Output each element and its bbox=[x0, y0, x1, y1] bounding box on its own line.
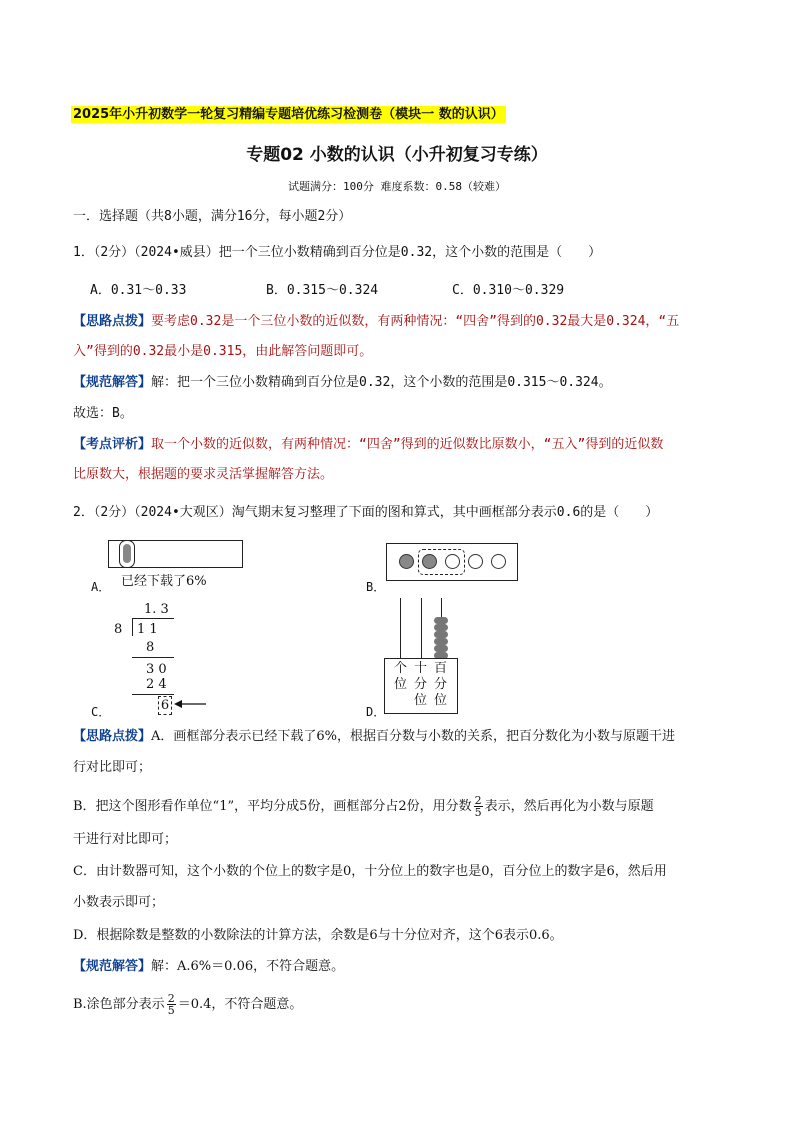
figure-c-long-division bbox=[106, 602, 206, 720]
q1-stem: 1．（2分）（2024•威县）把一个三位小数精确到百分位是0.32，这个小数的范围是（ ） bbox=[73, 245, 602, 260]
page-subtitle: 试题满分：100分 难度系数：0.58（较难） bbox=[288, 180, 506, 193]
figure-a-caption: 已经下载了6% bbox=[121, 574, 207, 589]
q2-answer-a: 解：A.6%＝0.06，不符合题意。 bbox=[151, 959, 345, 974]
q2-answer-b-pre: B.涂色部分表示 bbox=[73, 997, 165, 1012]
q1-review-line2: 比原数大，根据题的要求灵活掌握解答方法。 bbox=[73, 467, 334, 482]
abacus-bead bbox=[434, 624, 448, 631]
division-sub2: 2 4 bbox=[146, 677, 167, 692]
q1-hint bbox=[73, 314, 679, 330]
abacus-bead bbox=[434, 617, 448, 624]
q2-hint-b1-fraction bbox=[474, 795, 483, 818]
q1-answer-label: 【规范解答】 bbox=[73, 375, 152, 390]
figure-b-circle-filled bbox=[399, 554, 414, 569]
q2-hint-b1-post: 表示，然后再化为小数与原题 bbox=[484, 799, 654, 814]
q1-answer-text: 解：把一个三位小数精确到百分位是0.32，这个小数的范围是0.315～0.324。 bbox=[151, 375, 612, 390]
top-banner bbox=[71, 103, 506, 122]
q2-hint-b1-pre: B．把这个图形看作单位“1”，平均分成5份，画框部分占2份，用分数 bbox=[73, 799, 472, 814]
q1-hint-line1: 要考虑0.32是一个三位小数的近似数，有两种情况：“四舍”得到的0.32最大是0.324，“五 bbox=[151, 314, 680, 329]
figure-d-label: D． bbox=[366, 705, 386, 719]
division-sub1: 8 bbox=[146, 640, 155, 655]
page-title: 专题02 小数的认识（小升初复习专练） bbox=[246, 145, 548, 165]
q1-review bbox=[73, 437, 663, 453]
q2-answer-b-fraction bbox=[167, 993, 176, 1016]
q1-option-c: C．0.310～0.329 bbox=[452, 283, 565, 298]
abacus-base bbox=[384, 658, 458, 714]
q2-hint-d1: D．根据除数是整数的小数除法的计算方法，余数是6与十分位对齐，这个6表示0.6。 bbox=[73, 928, 563, 943]
figure-b-label: B． bbox=[366, 580, 386, 594]
q2-answer-label: 【规范解答】 bbox=[73, 959, 152, 974]
q1-hint-label: 【思路点拨】 bbox=[73, 314, 152, 329]
figure-b-circle-empty bbox=[491, 554, 506, 569]
q1-answer bbox=[73, 375, 612, 391]
abacus-bead bbox=[434, 638, 448, 645]
division-dividend: 1 1 bbox=[137, 622, 158, 637]
abacus-bead bbox=[434, 631, 448, 638]
abacus-rod-ones bbox=[400, 598, 401, 658]
q2-hint bbox=[73, 729, 675, 745]
figure-a-label: A． bbox=[91, 580, 111, 594]
q2-hint-label: 【思路点拨】 bbox=[73, 729, 152, 744]
division-rem2-frame: 6 bbox=[158, 696, 172, 715]
figure-a-highlight-frame bbox=[119, 540, 135, 568]
banner-text: 2025年小升初数学一轮复习精编专题培优练习检测卷（模块一 数的认识） bbox=[73, 107, 504, 122]
figure-c-label: C． bbox=[91, 705, 111, 719]
figure-b-frame bbox=[418, 549, 465, 575]
division-rem1: 3 0 bbox=[146, 662, 167, 677]
fraction-numerator: 2 bbox=[474, 794, 482, 807]
q1-option-b: B．0.315～0.324 bbox=[266, 283, 379, 298]
division-bracket bbox=[132, 618, 133, 636]
q1-hint-line2: 入”得到的0.32最小是0.315，由此解答问题即可。 bbox=[73, 344, 373, 359]
abacus-label-ones: 个 位 bbox=[394, 661, 408, 692]
abacus-label-tenths: 十 分 位 bbox=[414, 661, 428, 708]
q2-answer bbox=[73, 959, 344, 975]
figure-b-circle-empty bbox=[468, 554, 483, 569]
q2-hint-c1: C．由计数器可知，这个小数的个位上的数字是0，十分位上的数字也是0，百分位上的数字是6，然后用 bbox=[73, 864, 667, 879]
section-heading: 一．选择题（共8小题，满分16分，每小题2分） bbox=[73, 209, 352, 224]
q2-answer-b bbox=[73, 993, 302, 1016]
q1-choice: 故选：B。 bbox=[73, 406, 133, 421]
q2-answer-b-post: ＝0.4，不符合题意。 bbox=[177, 997, 303, 1012]
fraction-denominator: 5 bbox=[167, 1004, 175, 1017]
q1-review-label: 【考点评析】 bbox=[73, 437, 152, 452]
figure-b-circles-box bbox=[386, 543, 518, 581]
q1-review-line1: 取一个小数的近似数，有两种情况：“四舍”得到的近似数比原数小，“五入”得到的近似数 bbox=[151, 437, 664, 452]
fraction-numerator: 2 bbox=[167, 992, 175, 1005]
q2-hint-a2: 行对比即可； bbox=[73, 760, 152, 775]
q2-stem: 2．（2分）（2024•大观区）淘气期末复习整理了下面的图和算式，其中画框部分表示0.6的是（ ） bbox=[73, 505, 659, 520]
fraction-denominator: 5 bbox=[474, 806, 482, 819]
q1-option-a: A．0.31～0.33 bbox=[90, 283, 187, 298]
q2-hint-b2: 干进行对比即可； bbox=[73, 832, 178, 847]
division-bar bbox=[132, 618, 174, 619]
abacus-bead bbox=[434, 645, 448, 652]
division-line1 bbox=[132, 657, 174, 658]
figure-a-fill bbox=[123, 544, 131, 563]
abacus-rod-tenths bbox=[421, 598, 422, 658]
figure-d-abacus bbox=[384, 598, 464, 716]
division-quotient: 1. 3 bbox=[144, 602, 169, 617]
abacus-label-hundredths: 百 分 位 bbox=[434, 661, 448, 708]
division-divisor: 8 bbox=[114, 622, 123, 637]
figure-a-progress-bar bbox=[108, 540, 243, 568]
division-line2 bbox=[132, 694, 174, 695]
q2-hint-b1 bbox=[73, 795, 654, 818]
q2-hint-a1: A．画框部分表示已经下载了6%，根据百分数与小数的关系，把百分数化为小数与原题干进 bbox=[151, 729, 676, 744]
q2-hint-c2: 小数表示即可； bbox=[73, 895, 165, 910]
arrow-left-icon bbox=[174, 698, 208, 710]
